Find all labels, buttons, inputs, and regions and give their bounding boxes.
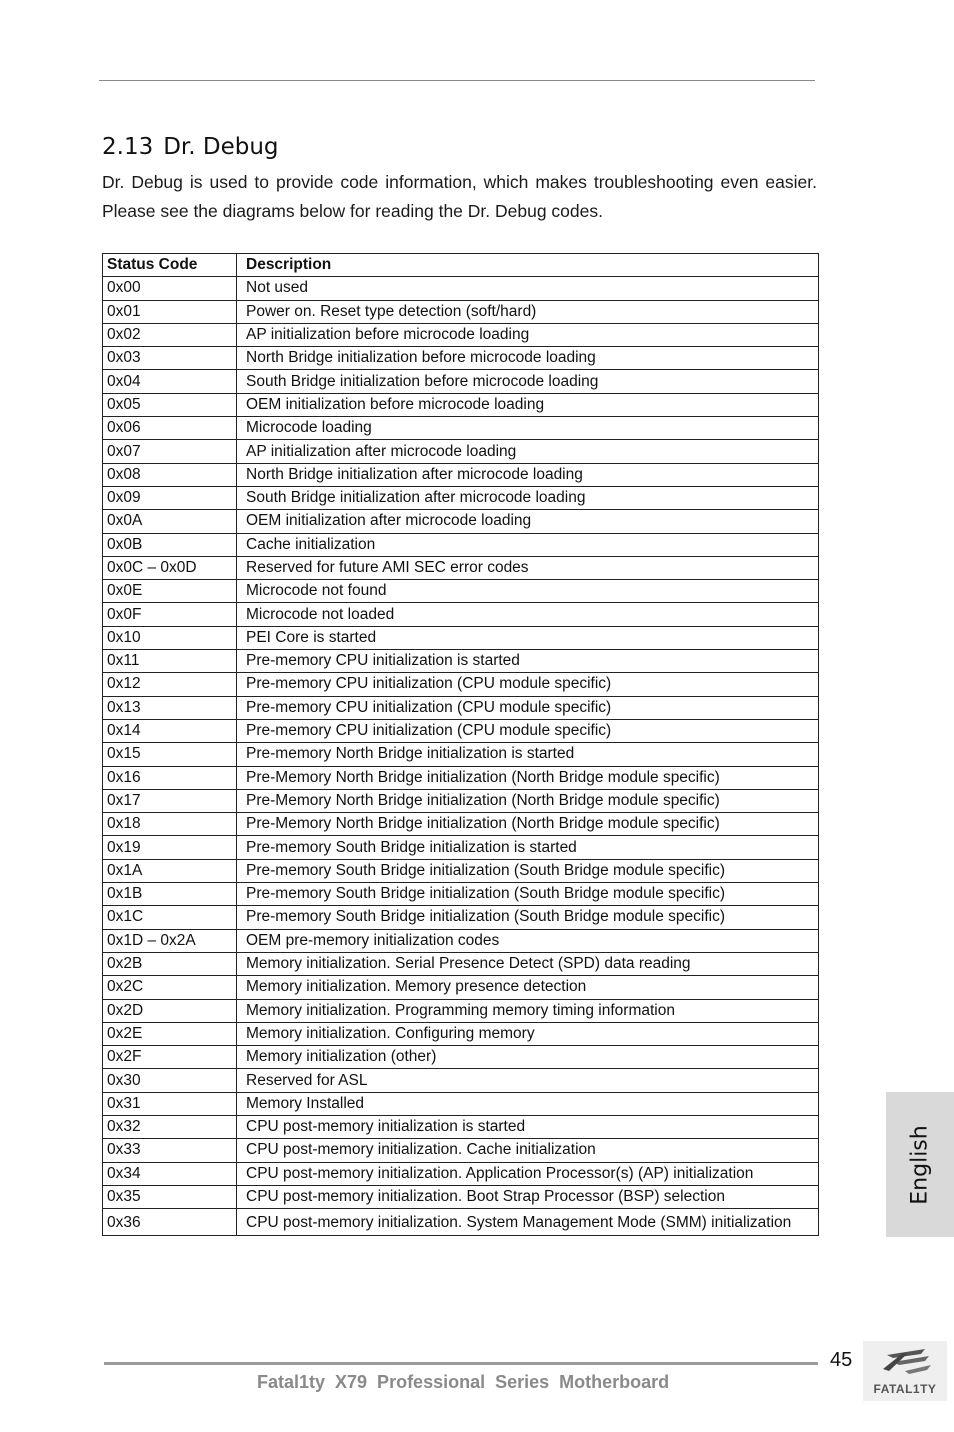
description-cell: Pre-Memory North Bridge initialization (North Bridge module specific)	[237, 766, 819, 789]
table-row	[103, 1069, 819, 1092]
status-code-cell: 0x16	[103, 766, 237, 789]
description-cell: Power on. Reset type detection (soft/hard)	[237, 300, 819, 323]
status-code-cell: 0x35	[103, 1185, 237, 1208]
status-code-cell: 0x0B	[103, 533, 237, 556]
status-code-cell: 0x34	[103, 1162, 237, 1185]
description-cell: Memory initialization (other)	[237, 1046, 819, 1069]
table-row	[103, 1139, 819, 1162]
column-header-status-code: Status Code	[103, 254, 237, 277]
description-cell: Microcode not found	[237, 580, 819, 603]
description-cell: Reserved for ASL	[237, 1069, 819, 1092]
table-row	[103, 789, 819, 812]
table-row	[103, 1092, 819, 1115]
description-cell: Memory initialization. Memory presence detection	[237, 976, 819, 999]
description-cell: Pre-memory South Bridge initialization is started	[237, 836, 819, 859]
status-code-cell: 0x15	[103, 743, 237, 766]
status-code-cell: 0x33	[103, 1139, 237, 1162]
status-code-cell: 0x0A	[103, 510, 237, 533]
status-code-cell: 0x1A	[103, 859, 237, 882]
description-cell: Memory initialization. Serial Presence Detect (SPD) data reading	[237, 952, 819, 975]
status-code-cell: 0x1C	[103, 906, 237, 929]
section-heading	[102, 132, 279, 162]
table-row	[103, 859, 819, 882]
table-row	[103, 580, 819, 603]
status-code-cell: 0x03	[103, 347, 237, 370]
status-code-cell: 0x01	[103, 300, 237, 323]
status-code-cell: 0x19	[103, 836, 237, 859]
table-row	[103, 906, 819, 929]
status-code-cell: 0x0F	[103, 603, 237, 626]
description-cell: Pre-memory CPU initialization (CPU module specific)	[237, 696, 819, 719]
status-code-cell: 0x09	[103, 486, 237, 509]
debug-code-table	[102, 253, 819, 1236]
table-row	[103, 836, 819, 859]
description-cell: AP initialization before microcode loading	[237, 323, 819, 346]
description-cell: South Bridge initialization after microcode loading	[237, 486, 819, 509]
description-cell: OEM initialization before microcode loading	[237, 393, 819, 416]
description-cell: Pre-memory South Bridge initialization (South Bridge module specific)	[237, 906, 819, 929]
status-code-cell: 0x36	[103, 1209, 237, 1236]
description-cell: CPU post-memory initialization. Application Processor(s) (AP) initialization	[237, 1162, 819, 1185]
table-row	[103, 883, 819, 906]
table-row	[103, 347, 819, 370]
table-row	[103, 277, 819, 300]
description-cell: Pre-memory CPU initialization (CPU module specific)	[237, 719, 819, 742]
description-cell: Reserved for future AMI SEC error codes	[237, 556, 819, 579]
description-cell: Not used	[237, 277, 819, 300]
table-row	[103, 556, 819, 579]
table-row	[103, 510, 819, 533]
description-cell: Pre-memory South Bridge initialization (South Bridge module specific)	[237, 883, 819, 906]
description-cell: Memory Installed	[237, 1092, 819, 1115]
status-code-cell: 0x12	[103, 673, 237, 696]
status-code-cell: 0x18	[103, 813, 237, 836]
intro-paragraph: Dr. Debug is used to provide code information, which makes troubleshooting even easier. Please see the diagrams below for reading the Dr. Debug codes.	[102, 172, 817, 221]
fatal1ty-logo	[863, 1341, 947, 1401]
status-code-cell: 0x0E	[103, 580, 237, 603]
status-code-cell: 0x17	[103, 789, 237, 812]
status-code-cell: 0x02	[103, 323, 237, 346]
table-row	[103, 929, 819, 952]
description-cell: CPU post-memory initialization is started	[237, 1115, 819, 1138]
description-cell: Pre-memory CPU initialization is started	[237, 650, 819, 673]
fatal1ty-logo-mark	[863, 1341, 947, 1401]
table-row	[103, 696, 819, 719]
status-code-cell: 0x30	[103, 1069, 237, 1092]
status-code-cell: 0x0C – 0x0D	[103, 556, 237, 579]
status-code-cell: 0x00	[103, 277, 237, 300]
table-row	[103, 393, 819, 416]
description-cell: Microcode loading	[237, 417, 819, 440]
table-row	[103, 1046, 819, 1069]
description-cell: Pre-Memory North Bridge initialization (North Bridge module specific)	[237, 789, 819, 812]
table-header-row	[103, 254, 819, 277]
status-code-cell: 0x04	[103, 370, 237, 393]
table-row	[103, 1185, 819, 1208]
table-row	[103, 952, 819, 975]
status-code-cell: 0x10	[103, 626, 237, 649]
status-code-cell: 0x31	[103, 1092, 237, 1115]
status-code-cell: 0x07	[103, 440, 237, 463]
status-code-cell: 0x1B	[103, 883, 237, 906]
description-cell: OEM pre-memory initialization codes	[237, 929, 819, 952]
status-code-cell: 0x32	[103, 1115, 237, 1138]
description-cell: CPU post-memory initialization. Cache initialization	[237, 1139, 819, 1162]
table-row	[103, 813, 819, 836]
description-cell: AP initialization after microcode loading	[237, 440, 819, 463]
status-code-cell: 0x06	[103, 417, 237, 440]
page-number: 45	[830, 1349, 853, 1371]
table-row	[103, 603, 819, 626]
table-body	[103, 277, 819, 1236]
table-row	[103, 463, 819, 486]
table-row	[103, 976, 819, 999]
language-tab-label: English	[907, 1124, 933, 1205]
logo-wordmark: FATAL1TY	[873, 1382, 937, 1396]
table-row	[103, 370, 819, 393]
status-code-cell: 0x2F	[103, 1046, 237, 1069]
table-row	[103, 300, 819, 323]
table-row	[103, 1115, 819, 1138]
table-row	[103, 323, 819, 346]
status-code-cell: 0x2E	[103, 1022, 237, 1045]
description-cell: Pre-Memory North Bridge initialization (North Bridge module specific)	[237, 813, 819, 836]
description-cell: North Bridge initialization after microcode loading	[237, 463, 819, 486]
bottom-divider	[104, 1362, 818, 1365]
description-cell: Memory initialization. Configuring memory	[237, 1022, 819, 1045]
table-row	[103, 999, 819, 1022]
description-cell: Microcode not loaded	[237, 603, 819, 626]
table-row	[103, 417, 819, 440]
status-code-cell: 0x2D	[103, 999, 237, 1022]
description-cell: Pre-memory CPU initialization (CPU module specific)	[237, 673, 819, 696]
status-code-cell: 0x11	[103, 650, 237, 673]
table-row	[103, 766, 819, 789]
column-header-description: Description	[237, 254, 819, 277]
description-cell: PEI Core is started	[237, 626, 819, 649]
table-row	[103, 486, 819, 509]
table-row	[103, 1209, 819, 1236]
description-cell: OEM initialization after microcode loading	[237, 510, 819, 533]
description-cell: CPU post-memory initialization. System Management Mode (SMM) initialization	[237, 1209, 819, 1236]
description-cell: North Bridge initialization before microcode loading	[237, 347, 819, 370]
description-cell: CPU post-memory initialization. Boot Strap Processor (BSP) selection	[237, 1185, 819, 1208]
section-number: 2.13	[102, 134, 154, 160]
status-code-cell: 0x2C	[103, 976, 237, 999]
table-row	[103, 673, 819, 696]
status-code-cell: 0x1D – 0x2A	[103, 929, 237, 952]
table-row	[103, 626, 819, 649]
footer-title: Fatal1ty X79 Professional Series Motherboard	[257, 1372, 670, 1392]
description-cell: South Bridge initialization before microcode loading	[237, 370, 819, 393]
table-row	[103, 650, 819, 673]
table-row	[103, 743, 819, 766]
language-tab	[886, 1092, 954, 1237]
status-code-cell: 0x2B	[103, 952, 237, 975]
section-title: Dr. Debug	[163, 134, 279, 160]
status-code-cell: 0x05	[103, 393, 237, 416]
table-row	[103, 440, 819, 463]
status-code-cell: 0x13	[103, 696, 237, 719]
table-row	[103, 719, 819, 742]
table-row	[103, 1022, 819, 1045]
status-code-cell: 0x08	[103, 463, 237, 486]
description-cell: Pre-memory South Bridge initialization (South Bridge module specific)	[237, 859, 819, 882]
status-code-cell: 0x14	[103, 719, 237, 742]
description-cell: Cache initialization	[237, 533, 819, 556]
description-cell: Pre-memory North Bridge initialization is started	[237, 743, 819, 766]
table-row	[103, 533, 819, 556]
top-divider	[99, 80, 815, 81]
table-row	[103, 1162, 819, 1185]
description-cell: Memory initialization. Programming memory timing information	[237, 999, 819, 1022]
